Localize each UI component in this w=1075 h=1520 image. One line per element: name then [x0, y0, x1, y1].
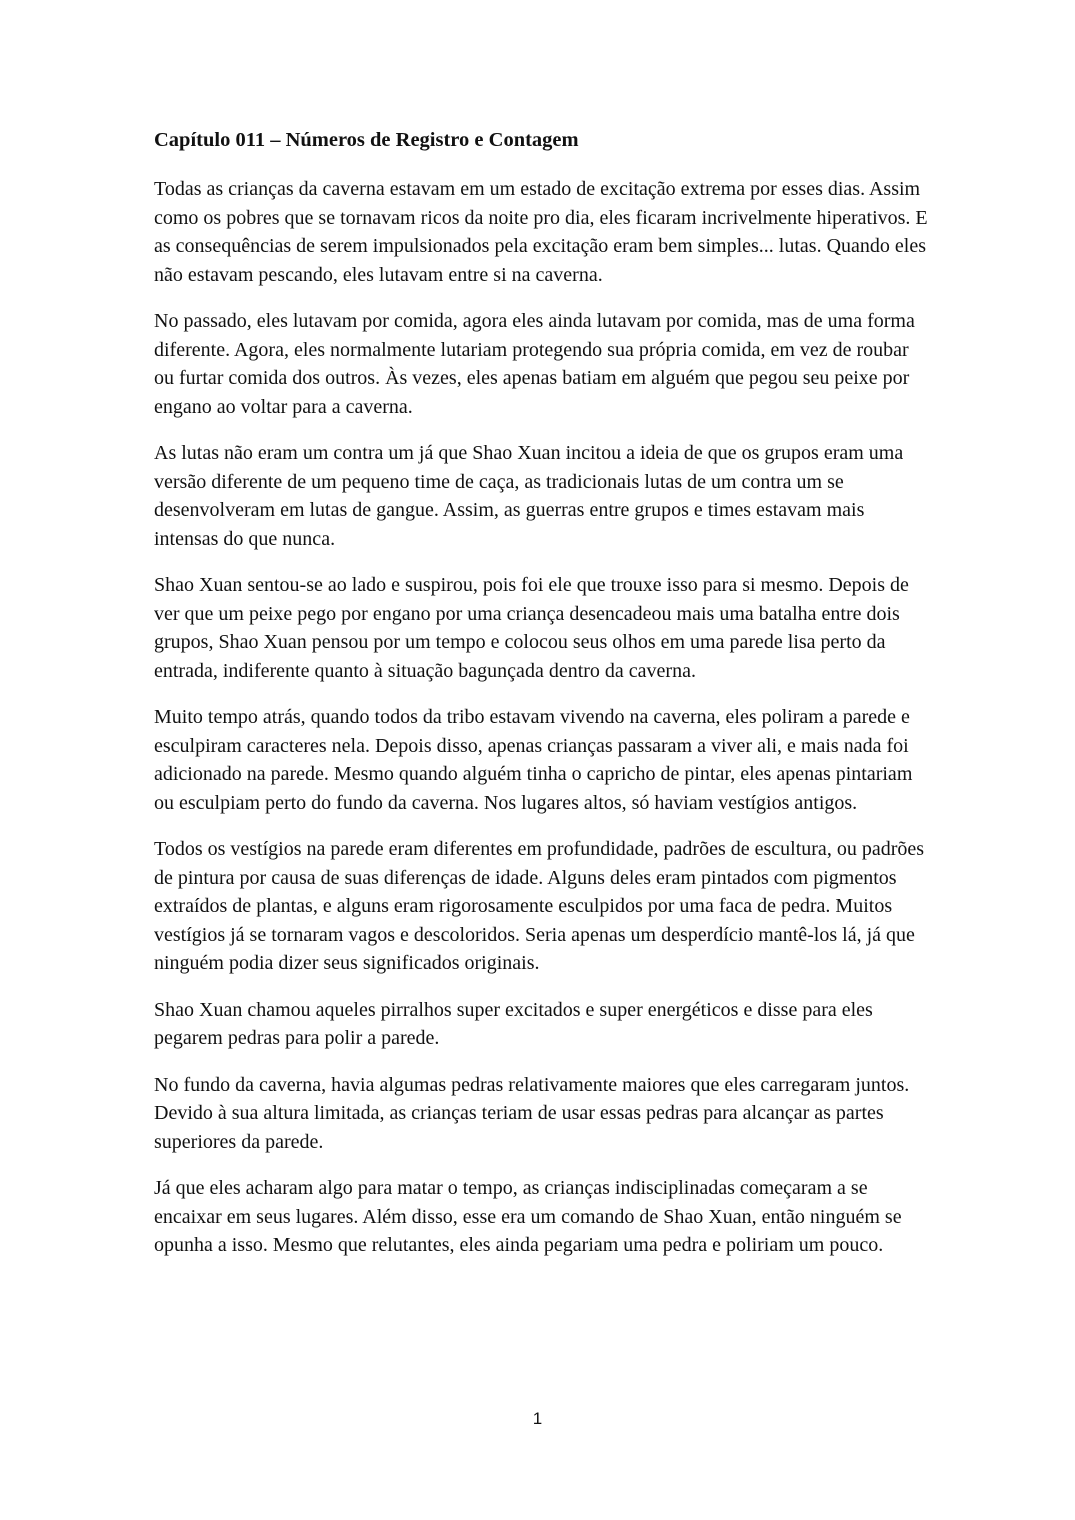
paragraph-3: As lutas não eram um contra um já que Shao Xuan incitou a ideia de que os grupos eram uma versão diferente de um pequeno time de caça, as tradicionais lutas de um contra um se desenvolveram em lutas de gangue. Assim, as guerras entre grupos e times estavam mais intensas do que nunca. [154, 442, 904, 550]
chapter-title: Capítulo 011 – Números de Registro e Contagem [154, 129, 579, 151]
paragraph-6: Todos os vestígios na parede eram diferentes em profundidade, padrões de escultura, ou padrões de pintura por causa de suas diferenças de idade. Alguns deles eram pintados com pigmentos extraídos de plantas, e alguns eram rigorosamente esculpidos por uma faca de pedra. Muitos vestígios já se tornaram vagos e descoloridos. Seria apenas um desperdício mantê-los lá, já que ninguém podia dizer seus significados originais. [154, 838, 925, 974]
paragraph-9: Já que eles acharam algo para matar o tempo, as crianças indisciplinadas começaram a se encaixar em seus lugares. Além disso, esse era um comando de Shao Xuan, então ninguém se opunha a isso. Mesmo que relutantes, eles ainda pegariam uma pedra e poliriam um pouco. [154, 1177, 902, 1256]
paragraph-7: Shao Xuan chamou aqueles pirralhos super excitados e super energéticos e disse para eles pegarem pedras para polir a parede. [154, 998, 873, 1049]
paragraph-5: Muito tempo atrás, quando todos da tribo estavam vivendo na caverna, eles poliram a parede e esculpiram caracteres nela. Depois disso, apenas crianças passaram a viver ali, e mais nada foi adicionado na parede. Mesmo quando alguém tinha o capricho de pintar, eles apenas pintariam ou esculpiam perto do fundo da caverna. Nos lugares altos, só haviam vestígios antigos. [154, 706, 913, 814]
paragraph-1: Todas as crianças da caverna estavam em um estado de excitação extrema por esses dias. Assim como os pobres que se tornavam ricos da noite pro dia, eles ficaram incrivelmente hiperativos. E as consequências de serem impulsionados pela excitação eram bem simples... lutas. Quando eles não estavam pescando, eles lutavam entre si na caverna. [154, 178, 928, 286]
page-number: 1 [532, 1409, 543, 1428]
page-content [154, 126, 929, 1278]
paragraph-4: Shao Xuan sentou-se ao lado e suspirou, pois foi ele que trouxe isso para si mesmo. Depois de ver que um peixe pego por engano por uma criança desencadeou mais uma batalha entre dois grupos, Shao Xuan pensou por um tempo e colocou seus olhos em uma parede lisa perto da entrada, indiferente quanto à situação bagunçada dentro da caverna. [154, 574, 909, 682]
paragraph-8: No fundo da caverna, havia algumas pedras relativamente maiores que eles carregaram juntos. Devido à sua altura limitada, as crianças teriam de usar essas pedras para alcançar as partes superiores da parede. [154, 1073, 910, 1153]
paragraph-2: No passado, eles lutavam por comida, agora eles ainda lutavam por comida, mas de uma forma diferente. Agora, eles normalmente lutariam protegendo sua própria comida, em vez de roubar ou furtar comida dos outros. Às vezes, eles apenas batiam em alguém que pegou seu peixe por engano ao voltar para a caverna. [154, 310, 915, 418]
